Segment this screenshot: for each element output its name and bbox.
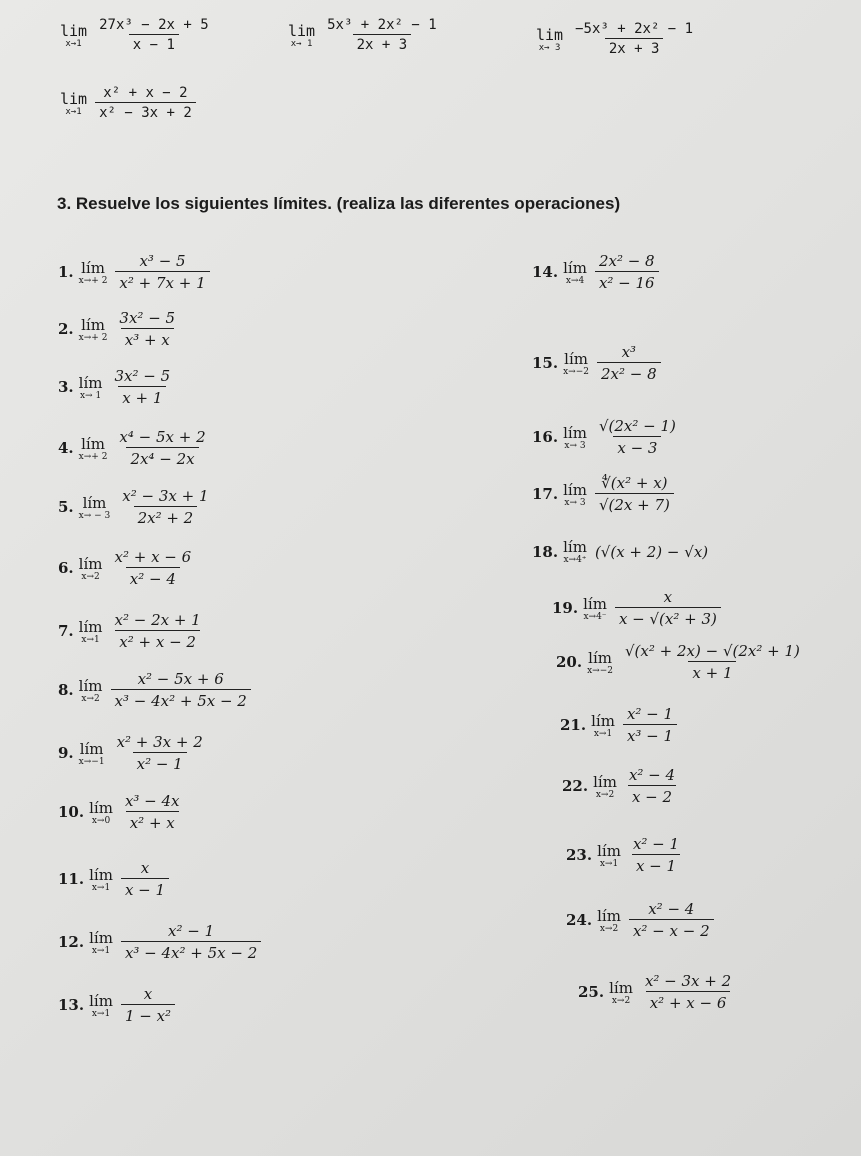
- lim-sub: x→ − 3: [78, 510, 111, 521]
- lim-sub: x→1: [91, 945, 111, 956]
- exercise-number: 24.: [566, 911, 593, 929]
- exercise-9: [58, 733, 207, 773]
- exercise-number: 18.: [532, 542, 559, 561]
- exercise-8: [58, 670, 251, 710]
- numerator: x² − 3x + 2: [644, 972, 732, 990]
- denominator: x − √(x² + 3): [615, 607, 721, 628]
- lim-word: lím: [81, 434, 105, 453]
- exercise-3: [58, 367, 174, 407]
- numerator: x³: [621, 343, 637, 361]
- exercise-7: [58, 611, 205, 651]
- denominator: 2x² − 8: [597, 362, 661, 383]
- lim-word: lím: [563, 258, 587, 277]
- numerator: x: [140, 859, 150, 877]
- denominator: 2x + 3: [353, 34, 412, 53]
- lim-sub: x→2: [595, 789, 615, 800]
- exercise-number: 12.: [58, 933, 85, 951]
- numerator: x² − 1: [626, 705, 674, 723]
- lim-word: lím: [583, 594, 607, 613]
- lim-sub: x→+ 2: [78, 275, 108, 286]
- denominator: 1 − x²: [121, 1004, 175, 1025]
- lim-word: lím: [563, 538, 587, 556]
- lim-word: lím: [89, 865, 113, 884]
- expression: (√(x + 2) − √x): [594, 542, 709, 561]
- lim-sub: x→1: [91, 1008, 111, 1019]
- lim-word: lím: [597, 841, 621, 860]
- denominator: x² + x − 6: [646, 991, 731, 1012]
- lim-sub: x→1: [65, 106, 82, 117]
- lim-word: lim: [536, 25, 564, 44]
- exercise-22: [562, 766, 679, 806]
- denominator: x³ + x: [121, 328, 174, 349]
- exercise-number: 4.: [58, 439, 74, 457]
- numerator: x: [143, 985, 153, 1003]
- lim-sub: x→2: [81, 693, 100, 704]
- denominator: x + 1: [118, 386, 166, 407]
- numerator: x³ − 4x: [124, 792, 180, 810]
- exercise-number: 17.: [532, 485, 559, 503]
- lim-word: lím: [78, 554, 103, 573]
- lim-word: lím: [564, 349, 588, 368]
- exercise-21: [560, 705, 677, 745]
- lim-word: lím: [78, 617, 103, 636]
- numerator: 3x² − 5: [114, 367, 171, 385]
- exercise-number: 6.: [58, 559, 74, 577]
- lim-sub: x→ 3: [564, 440, 586, 451]
- lim-sub: x→1: [65, 38, 82, 49]
- exercise-13: [58, 985, 175, 1025]
- lim-sub: x→+ 2: [78, 451, 108, 462]
- lim-word: lim: [60, 89, 88, 108]
- denominator: x² − 3x + 2: [95, 102, 196, 121]
- lim-sub: x→−1: [78, 756, 105, 767]
- denominator: x² − x − 2: [629, 919, 714, 940]
- numerator: x² − 5x + 6: [137, 670, 224, 688]
- lim-word: lím: [591, 711, 615, 730]
- denominator: x³ − 1: [623, 724, 677, 745]
- denominator: √(2x + 7): [595, 493, 674, 514]
- denominator: x² − 4: [126, 567, 180, 588]
- lim-sub: x→+ 2: [78, 332, 108, 343]
- exercise-number: 25.: [578, 983, 605, 1001]
- denominator: x² + x − 2: [115, 630, 200, 651]
- exercise-24: [566, 900, 714, 940]
- denominator: x + 1: [688, 661, 736, 682]
- lim-word: lím: [588, 648, 612, 667]
- denominator: x² − 16: [595, 271, 659, 292]
- denominator: 2x + 3: [605, 38, 664, 57]
- exercise-1: [58, 252, 210, 292]
- exercise-18: [532, 538, 708, 565]
- exercise-4: [58, 428, 210, 468]
- exercise-number: 16.: [532, 428, 559, 446]
- denominator: x − 1: [121, 878, 169, 899]
- lim-word: lím: [81, 315, 105, 334]
- lim-sub: x→ 3: [564, 497, 586, 508]
- lim-word: lím: [82, 493, 107, 512]
- denominator: x − 2: [628, 785, 676, 806]
- numerator: x² + x − 2: [103, 85, 188, 101]
- lim-sub: x→1: [593, 728, 613, 739]
- lim-word: lim: [60, 21, 88, 40]
- lim-sub: x→ 1: [290, 38, 313, 49]
- denominator: x − 1: [632, 854, 680, 875]
- denominator: x³ − 4x² + 5x − 2: [111, 689, 251, 710]
- denominator: x² − 1: [133, 752, 187, 773]
- numerator: x⁴ − 5x + 2: [119, 428, 206, 446]
- exercise-15: [532, 343, 661, 383]
- exercise-number: 11.: [58, 870, 85, 888]
- exercise-11: [58, 859, 169, 899]
- lim-word: lím: [609, 978, 633, 997]
- numerator: x² + 3x + 2: [116, 733, 203, 751]
- lim-word: lím: [78, 373, 103, 392]
- numerator: 5x³ + 2x² − 1: [327, 17, 437, 33]
- exercise-number: 1.: [58, 263, 74, 281]
- exercise-number: 3.: [58, 378, 74, 396]
- numerator: x² − 1: [632, 835, 680, 853]
- lim-word: lím: [81, 258, 105, 277]
- lim-sub: x→2: [599, 923, 619, 934]
- numerator: x³ − 5: [139, 252, 186, 270]
- exercise-17: [532, 474, 674, 514]
- exercise-number: 19.: [552, 599, 579, 617]
- numerator: √(x² + 2x) − √(2x² + 1): [625, 642, 800, 660]
- exercise-number: 13.: [58, 996, 85, 1014]
- lim-sub: x→−2: [563, 366, 589, 377]
- denominator: x − 3: [613, 436, 661, 457]
- lim-sub: x→0: [91, 815, 111, 826]
- exercise-6: [58, 548, 195, 588]
- exercise-number: 9.: [58, 744, 74, 762]
- exercise-number: 21.: [560, 716, 587, 734]
- lim-word: lím: [593, 772, 617, 791]
- numerator: x² + x − 6: [114, 548, 192, 566]
- lim-sub: x→ 1: [79, 390, 102, 401]
- lim-sub: x→1: [599, 858, 619, 869]
- denominator: x² + x: [126, 811, 179, 832]
- exercise-number: 15.: [532, 354, 559, 372]
- exercise-number: 8.: [58, 681, 74, 699]
- numerator: −5x³ + 2x² − 1: [575, 21, 694, 37]
- exercise-2: [58, 309, 179, 349]
- lim-word: lím: [78, 676, 103, 695]
- exercise-number: 14.: [532, 263, 559, 281]
- numerator: x: [663, 588, 673, 606]
- denominator: x³ − 4x² + 5x − 2: [121, 941, 261, 962]
- exercise-12: [58, 922, 261, 962]
- exercise-number: 23.: [566, 846, 593, 864]
- exercise-number: 7.: [58, 622, 74, 640]
- exercise-number: 20.: [556, 653, 583, 671]
- exercise-number: 10.: [58, 803, 85, 821]
- exercise-number: 22.: [562, 777, 589, 795]
- lim-sub: x→4⁺: [563, 555, 587, 565]
- denominator: 2x⁴ − 2x: [126, 447, 198, 468]
- top-limit-3: [536, 21, 697, 57]
- denominator: 2x² + 2: [134, 506, 198, 527]
- top-limit-1: [60, 17, 213, 53]
- exercise-5: [58, 487, 213, 527]
- lim-word: lím: [597, 906, 621, 925]
- lim-sub: x→1: [81, 634, 100, 645]
- lim-word: lím: [89, 928, 113, 947]
- lim-word: lím: [563, 480, 587, 499]
- numerator: 2x² − 8: [598, 252, 655, 270]
- numerator: √(2x² − 1): [598, 417, 676, 435]
- lim-sub: x→ 3: [538, 42, 561, 53]
- lim-sub: x→−2: [587, 665, 613, 676]
- top-limit-2: [288, 17, 441, 53]
- lim-sub: x→4: [565, 275, 585, 286]
- lim-sub: x→1: [91, 882, 111, 893]
- lim-word: lím: [563, 423, 587, 442]
- numerator: x² − 3x + 1: [122, 487, 209, 505]
- exercise-10: [58, 792, 184, 832]
- numerator: x² − 1: [168, 922, 215, 940]
- numerator: 3x² − 5: [119, 309, 176, 327]
- lim-word: lím: [89, 991, 113, 1010]
- numerator: ∜(x² + x): [601, 474, 668, 492]
- exercise-25: [578, 972, 735, 1012]
- exercise-number: 5.: [58, 498, 74, 516]
- denominator: x² + 7x + 1: [115, 271, 209, 292]
- lim-sub: x→2: [611, 995, 631, 1006]
- exercise-number: 2.: [58, 320, 74, 338]
- second-limit: [60, 85, 196, 121]
- section-heading: 3. Resuelve los siguientes límites. (realiza las diferentes operaciones): [57, 194, 621, 213]
- lim-word: lím: [89, 798, 113, 817]
- numerator: x² − 2x + 1: [114, 611, 201, 629]
- denominator: x − 1: [129, 34, 179, 53]
- lim-word: lim: [288, 21, 316, 40]
- lim-sub: x→4⁻: [583, 611, 607, 622]
- numerator: x² − 4: [648, 900, 695, 918]
- exercise-16: [532, 417, 680, 457]
- exercise-23: [566, 835, 683, 875]
- numerator: 27x³ − 2x + 5: [99, 17, 209, 33]
- exercise-14: [532, 252, 659, 292]
- exercise-19: [552, 588, 721, 628]
- numerator: x² − 4: [628, 766, 676, 784]
- lim-word: lím: [79, 739, 104, 758]
- lim-sub: x→2: [81, 571, 100, 582]
- exercise-20: [556, 642, 804, 682]
